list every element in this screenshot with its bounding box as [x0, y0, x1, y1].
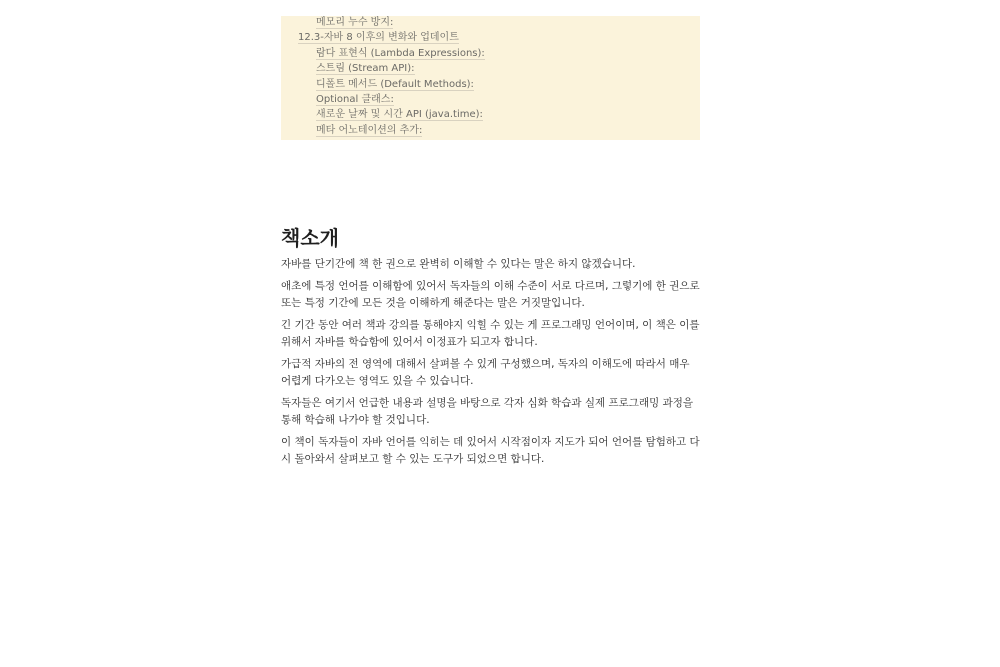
- toc-link-text[interactable]: 메타 어노테이션의 추가:: [316, 125, 423, 136]
- intro-paragraph: 가급적 자바의 전 영역에 대해서 살펴볼 수 있게 구성했으며, 독자의 이해도에 따라서 매우 어렵게 다가오는 영역도 있을 수 있습니다.: [281, 358, 690, 387]
- toc-link-datetime[interactable]: [316, 108, 483, 122]
- toc-link-text[interactable]: Optional 클래스:: [316, 94, 394, 105]
- toc-link-default-methods[interactable]: [316, 78, 474, 92]
- intro-paragraph: 독자들은 여기서 언급한 내용과 설명을 바탕으로 각자 심화 학습과 실제 프로그래밍 과정을 통해 학습해 나가야 할 것입니다.: [281, 397, 694, 426]
- intro-paragraph: 긴 기간 동안 여러 책과 강의를 통해야지 익힐 수 있는 게 프로그래밍 언어이며, 이 책은 이를 위해서 자바를 학습함에 있어서 이정표가 되고자 합니다.: [281, 319, 700, 348]
- toc-link-text[interactable]: 12.3-자바 8 이후의 변화와 업데이트: [298, 32, 459, 43]
- table-of-contents: [281, 16, 700, 140]
- toc-link-memory-leak[interactable]: [316, 16, 393, 30]
- intro-paragraph: 이 책이 독자들이 자바 언어를 익히는 데 있어서 시작점이자 지도가 되어 언어를 탐험하고 다시 돌아와서 살펴보고 할 수 있는 도구가 되었으면 합니다.: [281, 436, 700, 465]
- toc-link-text[interactable]: 디폴트 메서드 (Default Methods):: [316, 79, 474, 90]
- toc-link-lambda[interactable]: [316, 47, 485, 61]
- toc-link-text[interactable]: 메모리 누수 방지:: [316, 17, 394, 28]
- section-title: 책소개: [281, 226, 339, 250]
- intro-paragraph: 자바를 단기간에 책 한 권으로 완벽히 이해할 수 있다는 말은 하지 않겠습니다.: [281, 258, 636, 270]
- toc-link-text[interactable]: 스트림 (Stream API):: [316, 63, 415, 74]
- intro-paragraph: 애초에 특정 언어를 이해함에 있어서 독자들의 이해 수준이 서로 다르며, 그렇기에 한 권으로 또는 특정 기간에 모든 것을 이해하게 해준다는 말은 거짓말입니다.: [281, 280, 700, 309]
- toc-link-text[interactable]: 람다 표현식 (Lambda Expressions):: [316, 48, 485, 59]
- toc-link-meta-annotation[interactable]: [316, 124, 422, 138]
- toc-link-java8-changes[interactable]: [298, 31, 459, 45]
- toc-link-text[interactable]: 새로운 날짜 및 시간 API (java.time):: [316, 109, 483, 120]
- toc-link-stream[interactable]: [316, 62, 415, 76]
- toc-link-optional[interactable]: [316, 93, 394, 107]
